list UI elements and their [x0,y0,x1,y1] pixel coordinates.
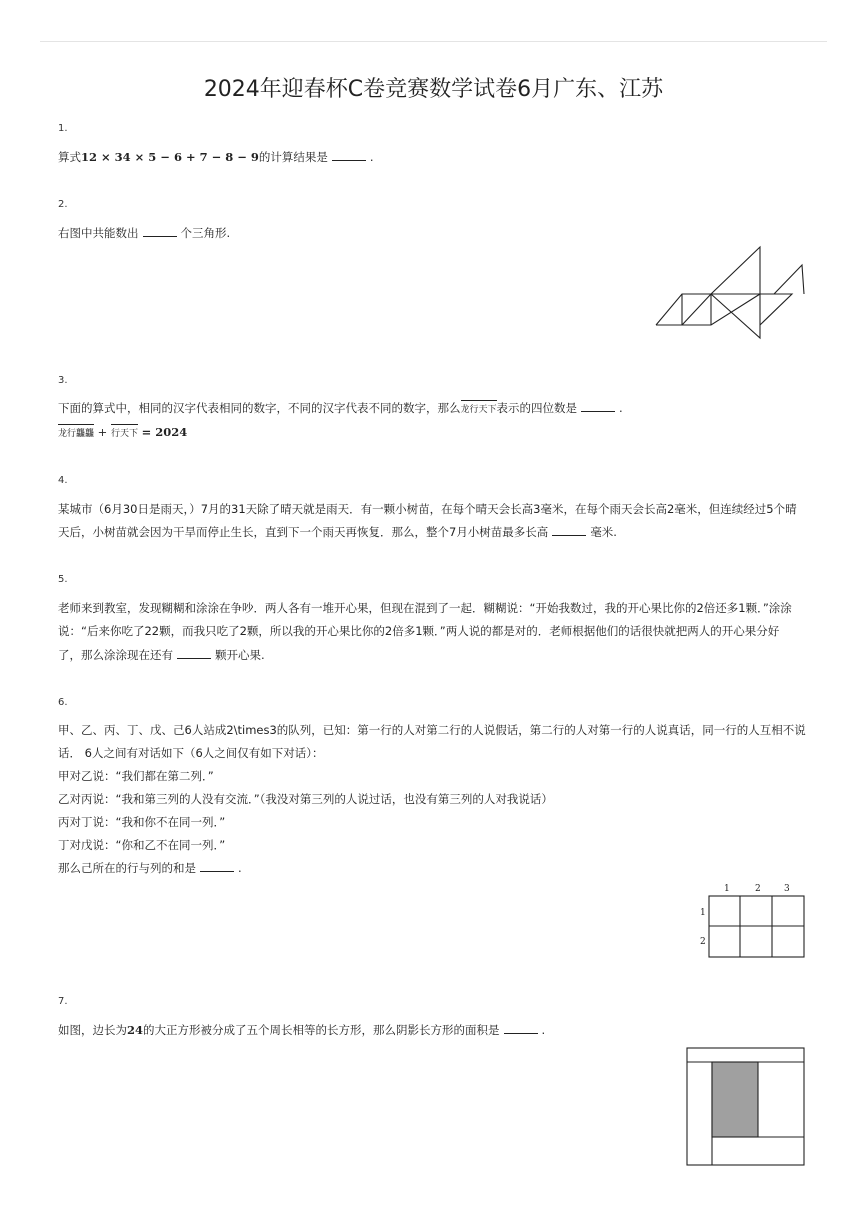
square-rectangles-figure [682,1044,810,1170]
q7-side-length: 24 [127,1023,144,1037]
q1-end: . [369,150,374,164]
triangle-figure [650,244,810,344]
question-4-line-2 [58,524,617,540]
question-6-line-2: 话． 6人之间有对话如下（6人之间仅有如下对话）： [58,746,324,760]
q3-text2: 表示的四位数是 [496,401,578,415]
q3-end: . [619,401,623,415]
q3-result: = 2024 [141,425,188,439]
col-label-2: 2 [755,884,761,894]
question-3-equation [58,424,187,439]
q2-post: 个三角形. [180,226,231,240]
q5-l3: 了，那么涂涂现在还有 [58,648,173,662]
question-4-number: 4. [58,475,68,486]
question-2-number: 2. [58,199,68,210]
question-4-line-1: 某城市（6月30日是雨天，）7月的31天除了晴天就是雨天．有一颗小树苗，在每个晴天会长高3毫米，在每个雨天会长高2毫米，但连续经过5个晴 [58,502,797,516]
q2-pre: 右图中共能数出 [58,226,139,240]
question-5-number: 5. [58,574,68,585]
question-6-line-3: 甲对乙说：“我们都在第二列．” [58,769,214,783]
q3-word: 龙行天下 [461,400,497,415]
question-7-text [58,1022,545,1038]
question-6-line-4: 乙对丙说：“我和第三列的人没有交流．”（我没对第三列的人说过话，也没有第三列的人对我说话） [58,792,553,806]
answer-blank[interactable] [200,862,234,872]
q5-l3-end: 颗开心果. [215,648,265,662]
question-6-line-6: 丁对戊说：“你和乙不在同一列．” [58,838,226,852]
q1-post: 的计算结果是 [258,150,328,164]
question-5-line-1: 老师来到教室，发现糊糊和涂涂在争吵．两人各有一堆开心果，但现在混到了一起．糊糊说：“开始我数过，我的开心果比你的2倍还多1颗．”涂涂 [58,601,792,615]
q1-expression: 12 × 34 × 5 − 6 + 7 − 8 − 9 [81,150,259,164]
question-5-line-3 [58,647,265,663]
row-label-2: 2 [700,937,706,947]
col-label-1: 1 [724,884,730,894]
q6-l7-end: . [238,861,242,875]
q4-l2-end: 毫米. [590,525,617,539]
q4-l2: 天后，小树苗就会因为干旱而停止生长，直到下一个雨天再恢复．那么，整个7月小树苗最多长高 [58,525,549,539]
answer-blank[interactable] [177,649,211,659]
shaded-rectangle [712,1062,758,1137]
grid-2x3-figure [694,880,810,962]
col-label-3: 3 [784,884,790,894]
q7-end: . [541,1023,546,1037]
q3-text1: 下面的算式中，相同的汉字代表相同的数字，不同的汉字代表不同的数字，那么 [58,401,461,415]
header-divider [40,41,827,42]
q7-post: 的大正方形被分成了五个周长相等的长方形，那么阴影长方形的面积是 [143,1023,500,1037]
page-title: 2024年迎春杯C卷竞赛数学试卷6月广东、江苏 [203,77,664,102]
row-label-1: 1 [700,908,706,918]
q3-term-b: 行天下 [111,424,138,439]
question-2-text [58,225,230,241]
question-7-number: 7. [58,996,68,1007]
question-5-line-2: 说：“后来你吃了22颗，而我只吃了2颗，所以我的开心果比你的2倍多1颗．”两人说的都是对的．老师根据他们的话很快就把两人的开心果分好 [58,624,780,638]
answer-blank[interactable] [143,227,177,237]
question-6-number: 6. [58,697,68,708]
answer-blank[interactable] [581,402,615,412]
q3-plus: + [97,425,108,439]
question-3-text [58,400,623,416]
q7-pre: 如图，边长为 [58,1023,127,1037]
question-1-text [58,149,374,165]
q3-term-a: 龙行龘龘 [58,424,94,439]
question-6-line-5: 丙对丁说：“我和你不在同一列．” [58,815,226,829]
question-3-number: 3. [58,375,68,386]
answer-blank[interactable] [504,1024,538,1034]
q6-l7: 那么己所在的行与列的和是 [58,861,196,875]
question-6-line-1: 甲、乙、丙、丁、戊、己6人站成2\times3的队列，已知：第一行的人对第二行的人说假话，第二行的人对第一行的人说真话，同一行的人互相不说 [58,723,806,737]
answer-blank[interactable] [552,526,586,536]
answer-blank[interactable] [332,151,366,161]
q1-pre: 算式 [58,150,81,164]
question-6-line-7 [58,860,242,876]
question-1-number: 1. [58,123,68,134]
